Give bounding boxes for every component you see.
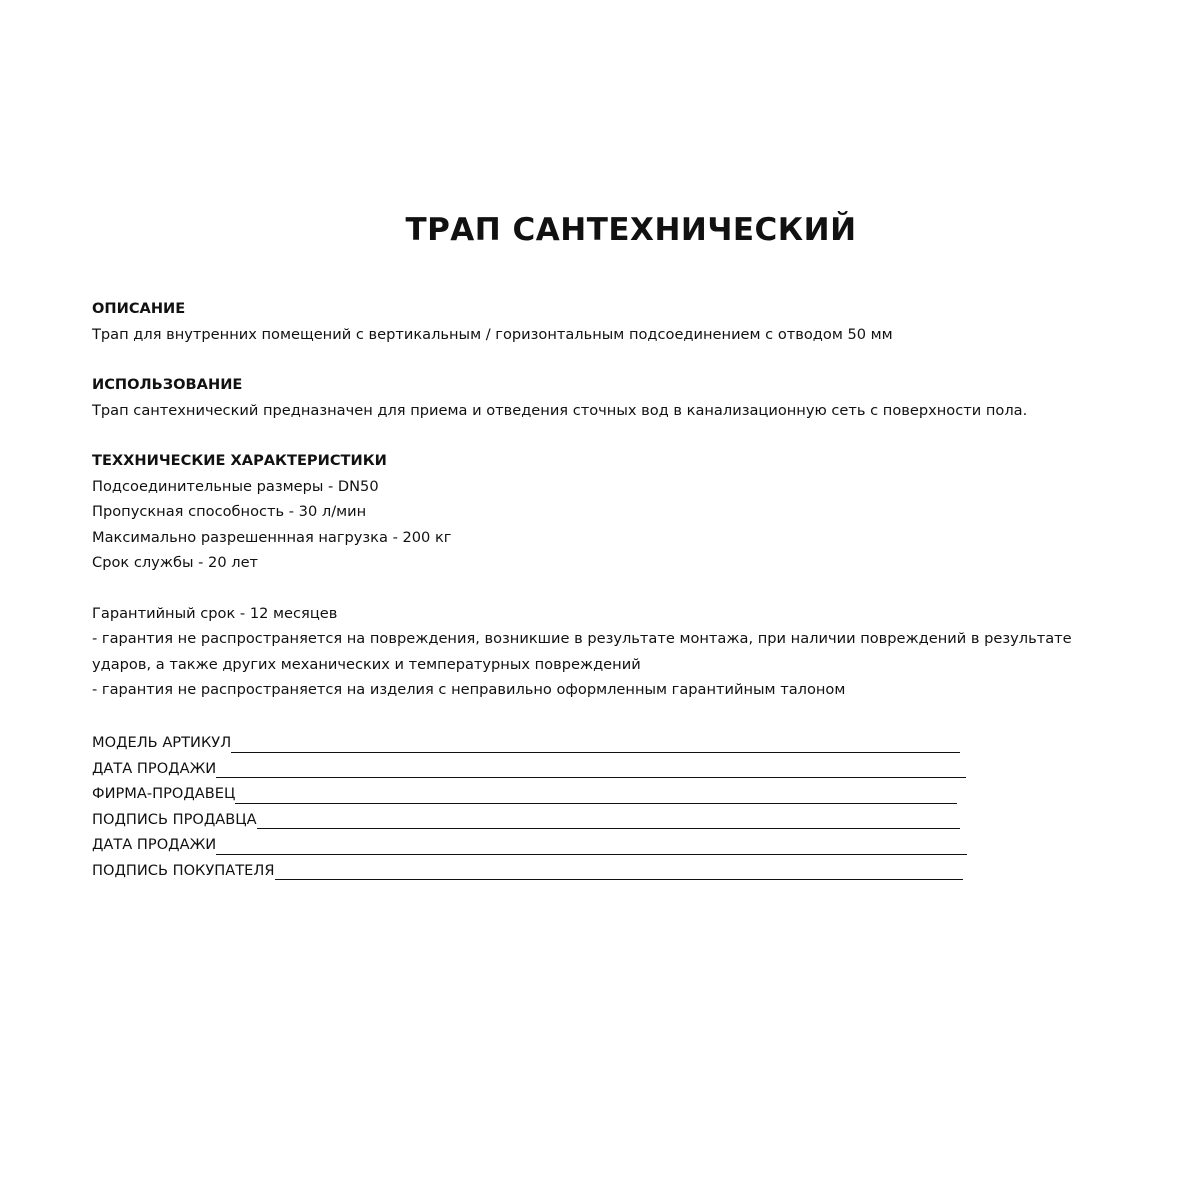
document-title: ТРАП САНТЕХНИЧЕСКИЙ bbox=[405, 212, 857, 248]
form-row-seller-signature bbox=[92, 807, 992, 833]
form-fill-line[interactable] bbox=[275, 860, 963, 880]
spec-item-max-load: Максимально разрешеннная нагрузка - 200 кг bbox=[92, 528, 452, 546]
spacer bbox=[92, 576, 1172, 601]
usage-heading: ИСПОЛЬЗОВАНИЕ bbox=[92, 376, 243, 393]
form-fill-line[interactable] bbox=[231, 733, 960, 753]
form-fill-line[interactable] bbox=[235, 784, 957, 804]
form-fill-line[interactable] bbox=[257, 809, 960, 829]
form-row-sale-date-2 bbox=[92, 832, 992, 858]
warranty-term: Гарантийный срок - 12 месяцев bbox=[92, 604, 338, 622]
warranty-note-1-line-2: ударов, а также других механических и температурных повреждений bbox=[92, 655, 641, 673]
spacer bbox=[92, 347, 1172, 372]
form-label-seller-signature: ПОДПИСЬ ПРОДАВЦА bbox=[92, 810, 257, 828]
form-label-buyer-signature: ПОДПИСЬ ПОКУПАТЕЛЯ bbox=[92, 861, 275, 879]
warranty-note-2: - гарантия не распространяется на изделия с неправильно оформленным гарантийным талоном bbox=[92, 681, 846, 698]
spec-item-connection-size: Подсоединительные размеры - DN50 bbox=[92, 477, 379, 495]
form-row-model-article bbox=[92, 730, 992, 756]
form-row-seller-company bbox=[92, 781, 992, 807]
form-row-buyer-signature bbox=[92, 858, 992, 884]
description-text: Трап для внутренних помещений с вертикальным / горизонтальным подсоединением с отводом 50 мм bbox=[92, 325, 893, 343]
document-body bbox=[92, 296, 1172, 703]
warranty-form bbox=[92, 730, 992, 883]
spec-item-throughput: Пропускная способность - 30 л/мин bbox=[92, 503, 367, 520]
spec-item-service-life: Срок службы - 20 лет bbox=[92, 554, 259, 571]
form-label-model-article: МОДЕЛЬ АРТИКУЛ bbox=[92, 734, 232, 751]
form-fill-line[interactable] bbox=[216, 758, 966, 778]
form-label-seller-company: ФИРМА-ПРОДАВЕЦ bbox=[92, 785, 236, 802]
form-row-sale-date bbox=[92, 756, 992, 782]
warranty-note-1-line-1: - гарантия не распространяется на повреждения, возникшие в результате монтажа, при наличии повреждений в результате bbox=[92, 630, 1072, 647]
spacer bbox=[92, 423, 1172, 448]
form-label-sale-date: ДАТА ПРОДАЖИ bbox=[92, 759, 217, 777]
form-label-sale-date-2: ДАТА ПРОДАЖИ bbox=[92, 836, 217, 853]
specs-heading: ТЕХХНИЧЕСКИЕ ХАРАКТЕРИСТИКИ bbox=[92, 452, 387, 469]
form-fill-line[interactable] bbox=[216, 835, 967, 855]
description-heading: ОПИСАНИЕ bbox=[92, 300, 186, 317]
usage-text: Трап сантехнический предназначен для приема и отведения сточных вод в канализационную сеть с поверхности пола. bbox=[92, 401, 1028, 419]
